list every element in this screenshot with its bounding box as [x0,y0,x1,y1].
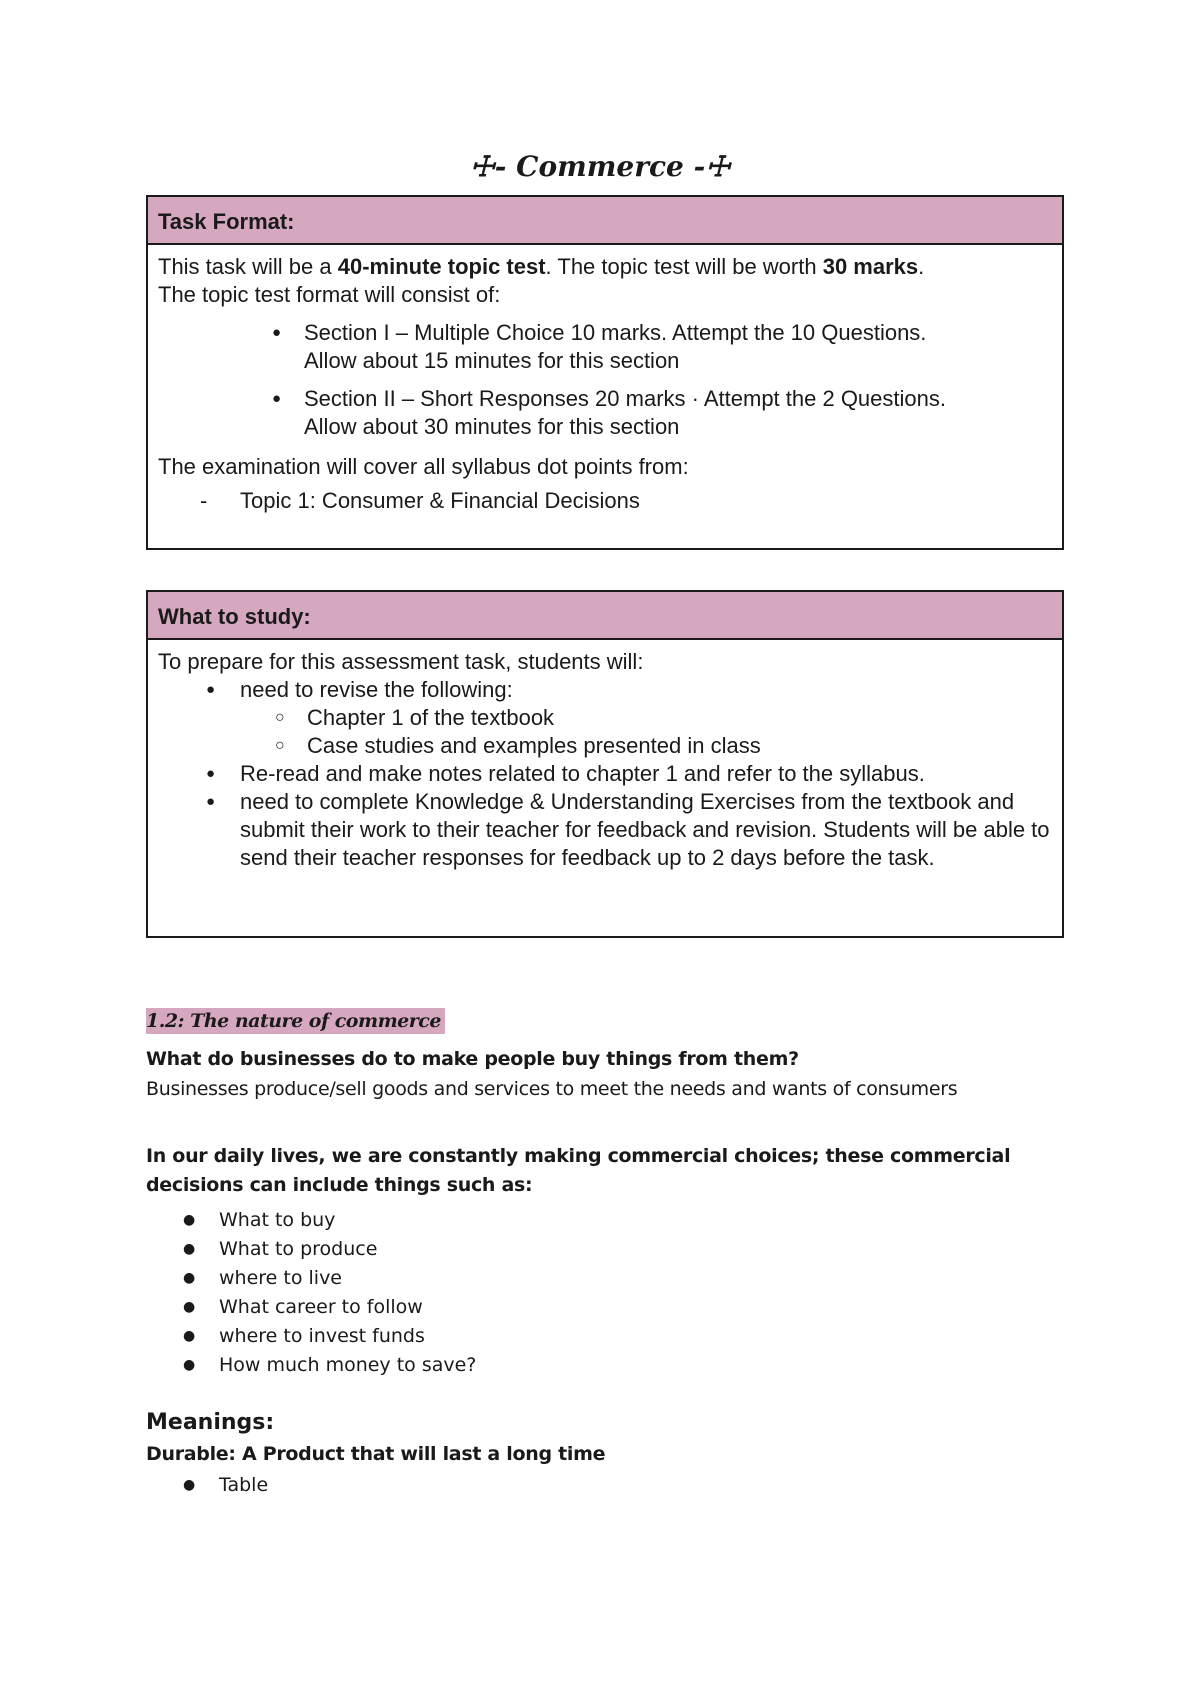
study-list [158,676,1052,872]
intro-text-end: . [918,254,925,279]
study-intro: To prepare for this assessment task, students will: [158,649,644,674]
study-item: ● need to complete Knowledge & Understanding Exercises from the textbook and submit their work to their teacher for feedback and revision. Students will be able to send their teacher responses for feedback up to 2 days before the task. [240,788,1052,872]
choice-item: ● where to invest funds [219,1322,1064,1351]
section-line: Allow about 30 minutes for this section [304,414,680,439]
test-format-intro: The topic test format will consist of: [158,282,501,307]
section-line: Section II – Short Responses 20 marks · Attempt the 2 Questions. [304,386,946,411]
durable-list [146,1471,1064,1500]
revise-item: ○ Case studies and examples presented in class [307,732,1052,760]
section-line: Allow about 15 minutes for this section [304,348,680,373]
choice-item: ● What to buy [219,1206,1064,1235]
task-intro [158,253,1052,281]
durable-definition: Durable: A Product that will last a long time [146,1443,606,1465]
study-item: ● Re-read and make notes related to chapter 1 and refer to the syllabus. [240,760,1052,788]
choice-item: ● How much money to save? [219,1351,1064,1380]
intro-text-mid: . The topic test will be worth [545,254,823,279]
revise-item: ○ Chapter 1 of the textbook [307,704,1052,732]
choice-item: ● where to live [219,1264,1064,1293]
answer: Businesses produce/sell goods and services to meet the needs and wants of consumers [146,1078,958,1100]
choice-item: ● What to produce [219,1235,1064,1264]
study-body [148,640,1062,882]
revise-list [240,704,1052,760]
study-item [240,676,1052,760]
coverage-text: The examination will cover all syllabus dot points from: [158,454,689,479]
section-line: Section I – Multiple Choice 10 marks. Attempt the 10 Questions. [304,320,927,345]
choice-item: ● What career to follow [219,1293,1064,1322]
section-list [158,319,1052,441]
topic-item: - Topic 1: Consumer & Financial Decisions [240,487,1052,515]
test-duration: 40-minute topic test [337,254,546,279]
task-format-box [146,195,1064,550]
section-heading: 1.2: The nature of commerce [146,1008,445,1034]
study-box [146,590,1064,938]
daily-choices-heading: In our daily lives, we are constantly making commercial choices; these commercial decisions can include things such as: [146,1145,1011,1196]
question: What do businesses do to make people buy things from them? [146,1048,799,1070]
study-heading: What to study: [148,592,1062,640]
intro-text: This task will be a [158,254,338,279]
revise-text: need to revise the following: [240,677,513,702]
task-format-heading: Task Format: [148,197,1062,245]
topic-list [158,487,1052,515]
meanings-heading: Meanings: [146,1410,275,1435]
notes-section [146,1008,1064,1500]
test-marks: 30 marks [822,254,919,279]
section-item [304,319,1052,375]
page-title: ☩- Commerce -☩ [469,150,731,183]
choices-list [146,1206,1064,1380]
section-item [304,385,1052,441]
durable-item: ● Table [219,1471,1064,1500]
task-format-body [148,245,1062,525]
